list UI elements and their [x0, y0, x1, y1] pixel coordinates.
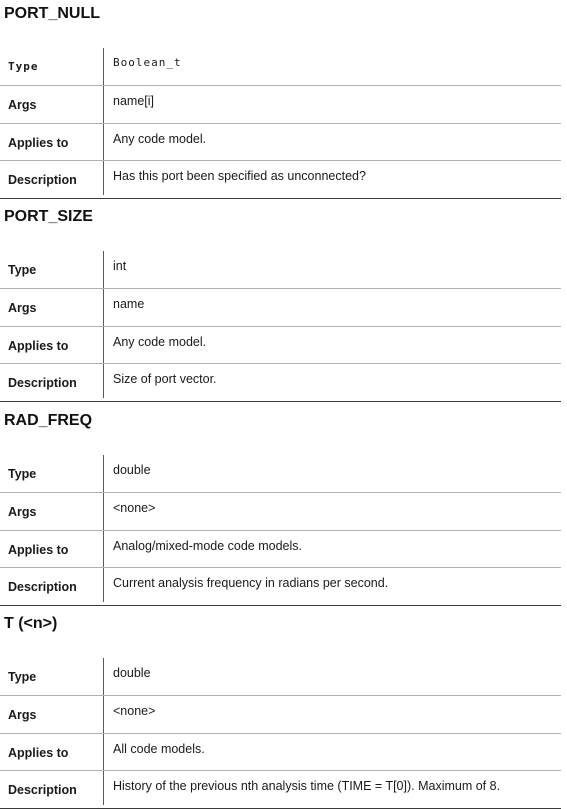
section-title: RAD_FREQ — [4, 412, 93, 429]
row-label: Args — [8, 707, 37, 722]
row-value: Any code model. — [113, 334, 207, 349]
row-value: double — [113, 666, 151, 680]
row-label: Applies to — [8, 338, 69, 353]
row-value: <none> — [113, 500, 156, 515]
row-label: Description — [8, 173, 77, 188]
row-value: History of the previous nth analysis time (TIME = T[0]). Maximum of 8. — [113, 779, 501, 794]
table-row-type — [0, 455, 561, 493]
row-label: Description — [8, 580, 77, 595]
table-row-applies-to — [0, 124, 561, 162]
table-row-applies-to — [0, 531, 561, 569]
row-value: Analog/mixed-mode code models. — [113, 538, 302, 553]
section-title: T (<n>) — [4, 615, 58, 632]
row-label: Type — [8, 263, 37, 277]
row-label: Args — [8, 97, 37, 112]
row-label: Type — [8, 670, 37, 684]
table-row-applies-to — [0, 734, 561, 772]
section-title: PORT_NULL — [4, 5, 100, 22]
row-value: Has this port been specified as unconnected? — [113, 169, 366, 184]
row-value: Current analysis frequency in radians per second. — [113, 576, 389, 591]
table-row-args — [0, 696, 561, 734]
table-row-description — [0, 364, 561, 402]
row-value: name[i] — [113, 93, 154, 108]
property-table — [0, 455, 561, 606]
row-label: Applies to — [8, 745, 69, 760]
table-row-description — [0, 771, 561, 809]
row-value: <none> — [113, 703, 156, 718]
row-value: Any code model. — [113, 131, 207, 146]
property-table — [0, 251, 561, 402]
property-table — [0, 658, 561, 809]
row-label: Description — [8, 376, 77, 391]
section-title: PORT_SIZE — [4, 208, 93, 225]
row-value: Size of port vector. — [113, 372, 217, 387]
row-label: Description — [8, 783, 77, 798]
table-row-args — [0, 493, 561, 531]
table-row-type — [0, 48, 561, 86]
table-row-args — [0, 289, 561, 327]
table-row-description — [0, 568, 561, 606]
row-label: Args — [8, 504, 37, 519]
table-row-description — [0, 161, 561, 199]
table-row-applies-to — [0, 327, 561, 365]
row-value: double — [113, 463, 151, 477]
table-row-args — [0, 86, 561, 124]
row-label: Applies to — [8, 542, 69, 557]
row-label: Args — [8, 300, 37, 315]
table-row-type — [0, 658, 561, 696]
property-table — [0, 48, 561, 199]
row-label: Type — [8, 60, 39, 73]
table-row-type — [0, 251, 561, 289]
row-value: All code models. — [113, 741, 205, 756]
row-label: Type — [8, 467, 37, 481]
row-value: Boolean_t — [113, 56, 182, 69]
row-label: Applies to — [8, 135, 69, 150]
row-value: int — [113, 259, 127, 273]
row-value: name — [113, 296, 145, 311]
